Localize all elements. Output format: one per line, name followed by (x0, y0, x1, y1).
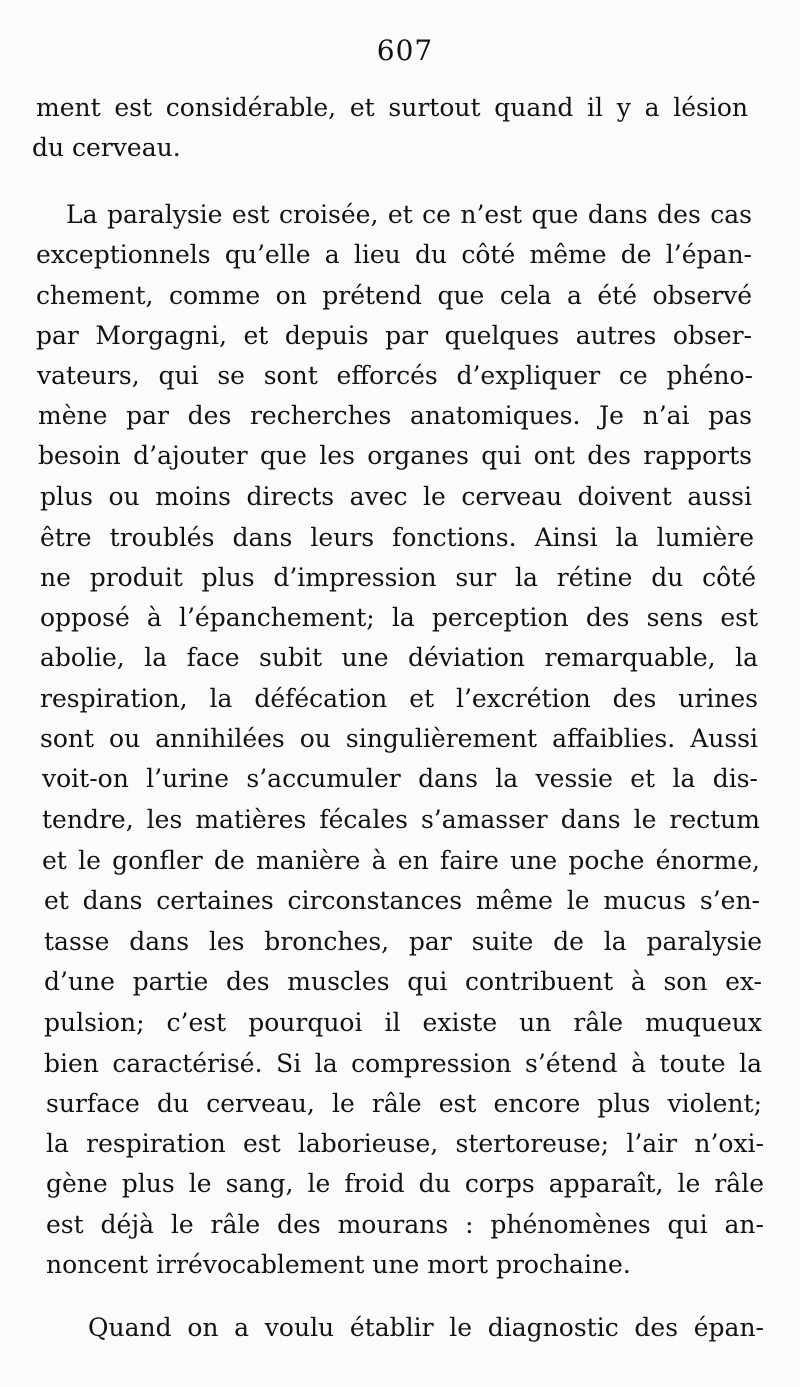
text-line: pulsion; c’est pourquoi il existe un râle muqueux (44, 1008, 762, 1037)
text-line: tasse dans les bronches, par suite de la paralysie (44, 927, 762, 956)
text-line: être troublés dans leurs fonctions. Ainsi la lumière (40, 523, 754, 552)
text-line: ne produit plus d’impression sur la rétine du côté (40, 563, 756, 592)
text-line: tendre, les matières fécales s’amasser dans le rectum (42, 805, 760, 834)
page-number: 607 (376, 34, 434, 67)
text-line: Quand on a voulu établir le diagnostic des épan- (88, 1313, 764, 1342)
text-line: bien caractérisé. Si la compression s’étend à toute la (44, 1049, 762, 1078)
text-line: respiration, la défécation et l’excrétion des urines (40, 684, 758, 713)
text-line: du cerveau. (32, 133, 181, 162)
text-line: gène plus le sang, le froid du corps apparaît, le râle (46, 1169, 764, 1198)
text-line: surface du cerveau, le râle est encore plus violent; (46, 1089, 762, 1118)
text-line: vateurs, qui se sont efforcés d’expliquer ce phéno- (37, 361, 753, 390)
text-line: par Morgagni, et depuis par quelques autres obser- (36, 321, 752, 350)
text-line: ment est considérable, et surtout quand il y a lésion (36, 93, 748, 122)
text-line: chement, comme on prétend que cela a été observé (36, 281, 752, 310)
text-line: La paralysie est croisée, et ce n’est que dans des cas (66, 200, 752, 229)
text-line: la respiration est laborieuse, stertoreuse; l’air n’oxi- (46, 1129, 764, 1158)
text-line: est déjà le râle des mourans : phénomènes qui an- (46, 1210, 764, 1239)
text-line: abolie, la face subit une déviation remarquable, la (40, 643, 758, 672)
text-line: sont ou annihilées ou singulièrement affaiblies. Aussi (40, 724, 758, 753)
text-line: et le gonfler de manière à en faire une poche énorme, (42, 846, 760, 875)
text-line: noncent irrévocablement une mort prochaine. (46, 1250, 631, 1279)
text-line: besoin d’ajouter que les organes qui ont des rapports (38, 441, 752, 470)
text-line: mène par des recherches anatomiques. Je n’ai pas (38, 401, 752, 430)
text-line: exceptionnels qu’elle a lieu du côté même de l’épan- (36, 240, 752, 269)
text-line: plus ou moins directs avec le cerveau doivent aussi (40, 482, 752, 511)
text-line: d’une partie des muscles qui contribuent à son ex- (44, 967, 762, 996)
text-line: voit-on l’urine s’accumuler dans la vessie et la dis- (42, 764, 758, 793)
text-line: opposé à l’épanchement; la perception des sens est (40, 603, 758, 632)
text-line: et dans certaines circonstances même le mucus s’en- (44, 886, 760, 915)
